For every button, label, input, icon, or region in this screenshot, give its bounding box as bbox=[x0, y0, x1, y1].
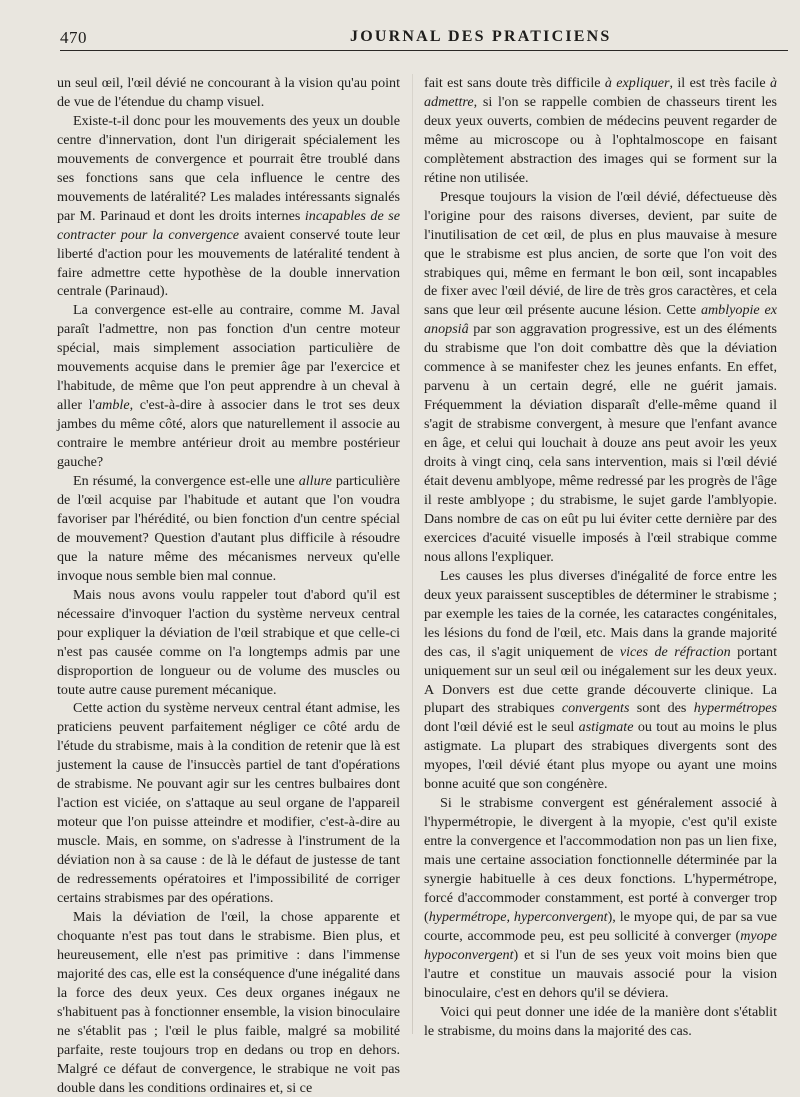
italic-text: myope hypoconvergent bbox=[424, 927, 777, 963]
paragraph bbox=[424, 1003, 777, 1041]
journal-title: JOURNAL DES PRATICIENS bbox=[350, 28, 612, 45]
text-run: Cette action du système nerveux central étant admise, les praticiens peuvent parfaitement négliger ce côté ardu de l'étude du strabisme, mais à la condition de retenir que là est justement la cause de l'insuccès partiel de tant d'opérations de strabisme. Ne pouvant agir sur les centres bulbaires dont l'action est viciée, on s'attaque au seul organe de l'appareil moteur que l'on puisse atteindre et modifier, c'est-à-dire au muscle. Mais, en somme, on s'adresse à l'instrument de la déviation non à sa cause : de là le défaut de justesse de tant de redressements opératoires et l'impossibilité de corriger certains strabismes par des opérations. bbox=[57, 700, 400, 906]
paragraph bbox=[57, 908, 400, 1097]
text-run: La convergence est-elle au contraire, comme M. Javal paraît l'admettre, non pas fonction d'un centre moteur spécial, mais simplement association particulière de mouvements acquise dans le premier âge par l'exercice et l'habitude, de même que l'on peut apprendre à un cheval à aller l' bbox=[57, 302, 400, 414]
text-run: , c'est-à-dire à associer dans le trot ses deux jambes du même côté, alors que naturellement il associe au contraire le membre antérieur droit au membre postérieur gauche? bbox=[57, 397, 400, 471]
text-run: Mais nous avons voulu rappeler tout d'abord qu'il est nécessaire d'invoquer l'action du système nerveux central pour expliquer la déviation de l'œil strabique et que celle-ci n'est pas causée comme on l'a longtemps admis par une disproportion de longueur ou de volume des muscles ou toute autre cause purement mécanique. bbox=[57, 586, 400, 698]
text-run: En résumé, la convergence est-elle une bbox=[73, 473, 299, 490]
text-run: portant uniquement sur un seul œil ou inégalement sur les deux yeux. A Donvers est due cette grande découverte clinique. La plupart des strabiques bbox=[424, 643, 777, 717]
paragraph bbox=[424, 74, 777, 188]
italic-text: amblyopie ex anopsiâ bbox=[424, 302, 777, 338]
text-run: Voici qui peut donner une idée de la manière dont s'établit le strabisme, du moins dans la majorité des cas. bbox=[424, 1003, 777, 1039]
text-run: Presque toujours la vision de l'œil dévié, défectueuse dès l'origine pour des raisons diverses, devient, par suite de l'inutilisation de cet œil, de plus en plus mauvaise à mesure que le strabisme est plus ancien, de sorte que l'on voit des strabiques qui, même en fermant le bon œil, sont incapables de fixer avec l'œil dévié, de lire de très gros caractères, et cela sans que leur œil présente aucune lésion. Cette bbox=[424, 188, 777, 319]
italic-text: convergents bbox=[561, 700, 630, 717]
right-column bbox=[424, 74, 777, 1041]
paragraph bbox=[424, 188, 777, 567]
paragraph bbox=[424, 567, 777, 794]
text-run: avaient conservé toute leur liberté d'action pour les mouvements de latéralité tendent à faire admettre cette hypothèse de la double innervation centrale (Parinaud). bbox=[57, 226, 400, 300]
text-run: ou tout au moins le plus astigmate. La plupart des strabiques divergents sont des myopes, l'œil dévié étant plus myope ou ayant une moins bonne acuité que son congénère. bbox=[424, 719, 777, 793]
text-run: dont l'œil dévié est le seul bbox=[424, 719, 579, 736]
text-run: fait est sans doute très difficile bbox=[424, 75, 605, 91]
italic-text: incapables de se contracter pour la convergence bbox=[57, 207, 400, 243]
text-run: ) et si l'un de ses yeux voit moins bien que l'autre et constitue un mauvais associé pour la vision binoculaire, c'est en dehors qu'il se déviera. bbox=[424, 946, 777, 1001]
running-head bbox=[60, 26, 788, 51]
paragraph bbox=[57, 472, 400, 586]
left-column bbox=[57, 74, 400, 1097]
text-run: Existe-t-il donc pour les mouvements des yeux un double centre d'innervation, dont l'un dirigerait spécialement les mouvements de convergence et pourrait être troublé dans ses fonctions sans que cela influence le centre des mouvements de latéralité? Les malades intéressants signalés par M. Parinaud et dont les droits internes bbox=[57, 112, 400, 224]
text-run: par son aggravation progressive, est un des éléments du strabisme que l'on doit combattre dès que la déviation commence à se manifester chez les jeunes enfants. En effet, parvenu à un certain degré, elle ne guérit jamais. Fréquemment la déviation disparaît d'elle-même quand il s'agit de strabisme convergent, à mesure que l'enfant avance en âge, et celui qui louchait à douze ans peut avoir les yeux droits à vingt cinq, cela sans intervention, mais si l'œil dévié était devenu amblyope, même redressé par les progrès de l'âge il reste amblyope ; du strabisme, le sujet garde l'amblyopie. Dans nombre de cas on eût pu lui éviter cette dernière par des exercices d'acuité visuelle imposés à l'œil strabique comme nous allons l'expliquer. bbox=[424, 321, 777, 565]
text-run: , si l'on se rappelle combien de chasseurs tirent les deux yeux ouverts, combien de médecins peuvent regarder de même au microscope ou à l'ophtalmoscope en faisant complètement abstraction des images qui se forment sur la rétine non utilisée. bbox=[424, 93, 777, 186]
paragraph bbox=[57, 301, 400, 472]
paragraph bbox=[57, 112, 400, 302]
text-run: Si le strabisme convergent est généralement associé à l'hypermétropie, le divergent à la myopie, c'est qu'il existe entre la convergence et l'accommodation non pas un lien fixe, mais une certaine association fonctionnelle déterminée par la synergie habituelle à ces deux fonctions. L'hypermétrope, forcé d'accommoder constamment, est porté à converger trop ( bbox=[424, 795, 777, 925]
paragraph bbox=[424, 794, 777, 1002]
italic-text: astigmate bbox=[578, 719, 634, 736]
text-run: sont des bbox=[629, 700, 694, 717]
paragraph bbox=[57, 586, 400, 700]
italic-text: à admettre bbox=[424, 75, 777, 110]
paragraph bbox=[57, 699, 400, 907]
text-run: ), le myope qui, de par sa vue courte, accommode peu, est peu sollicité à converger ( bbox=[424, 908, 777, 944]
paragraph bbox=[57, 74, 400, 112]
text-run: , il est très facile bbox=[669, 75, 770, 91]
page-number: 470 bbox=[60, 28, 87, 47]
column-divider bbox=[412, 74, 413, 1034]
text-run: Mais la déviation de l'œil, la chose apparente et choquante n'est pas tout dans le strabisme. Bien plus, et heureusement, elle n'est pas primitive : dans l'immense majorité des cas, elle est la conséquence d'une inégalité dans la force des deux yeux. Ces deux organes inégaux ne s'habituent pas à fonctionner ensemble, la vision binoculaire ne s'établit pas ; l'œil le plus faible, malgré sa mobilité parfaite, reste toujours trop en dedans ou trop en dehors. Malgré ce défaut de convergence, le strabique ne voit pas double dans les conditions ordinaires et, si ce bbox=[57, 908, 400, 1096]
italic-text: hypermétrope, hyperconvergent bbox=[428, 908, 608, 925]
text-run: un seul œil, l'œil dévié ne concourant à la vision qu'au point de vue de l'étendue du champ visuel. bbox=[57, 75, 400, 110]
text-run: Les causes les plus diverses d'inégalité de force entre les deux yeux paraissent susceptibles de déterminer le strabisme ; par exemple les taies de la cornée, les cataractes congénitales, les lésions du fond de l'œil, etc. Mais dans la grande majorité des cas, il s'agit uniquement de bbox=[424, 567, 777, 660]
italic-text: allure bbox=[298, 473, 332, 490]
text-run: particulière de l'œil acquise par l'habitude et autant que l'on voudra favoriser par l'hérédité, ou bien fonction d'un centre spécial de mouvement? Question d'autant plus difficile à résoudre que la nature même des mécanismes nerveux qu'elle invoque nous semble bien mal connue. bbox=[57, 473, 400, 584]
italic-text: à expliquer bbox=[604, 75, 670, 91]
italic-text: amble bbox=[95, 397, 130, 414]
italic-text: vices de réfraction bbox=[619, 643, 731, 660]
italic-text: hypermétropes bbox=[693, 700, 777, 717]
